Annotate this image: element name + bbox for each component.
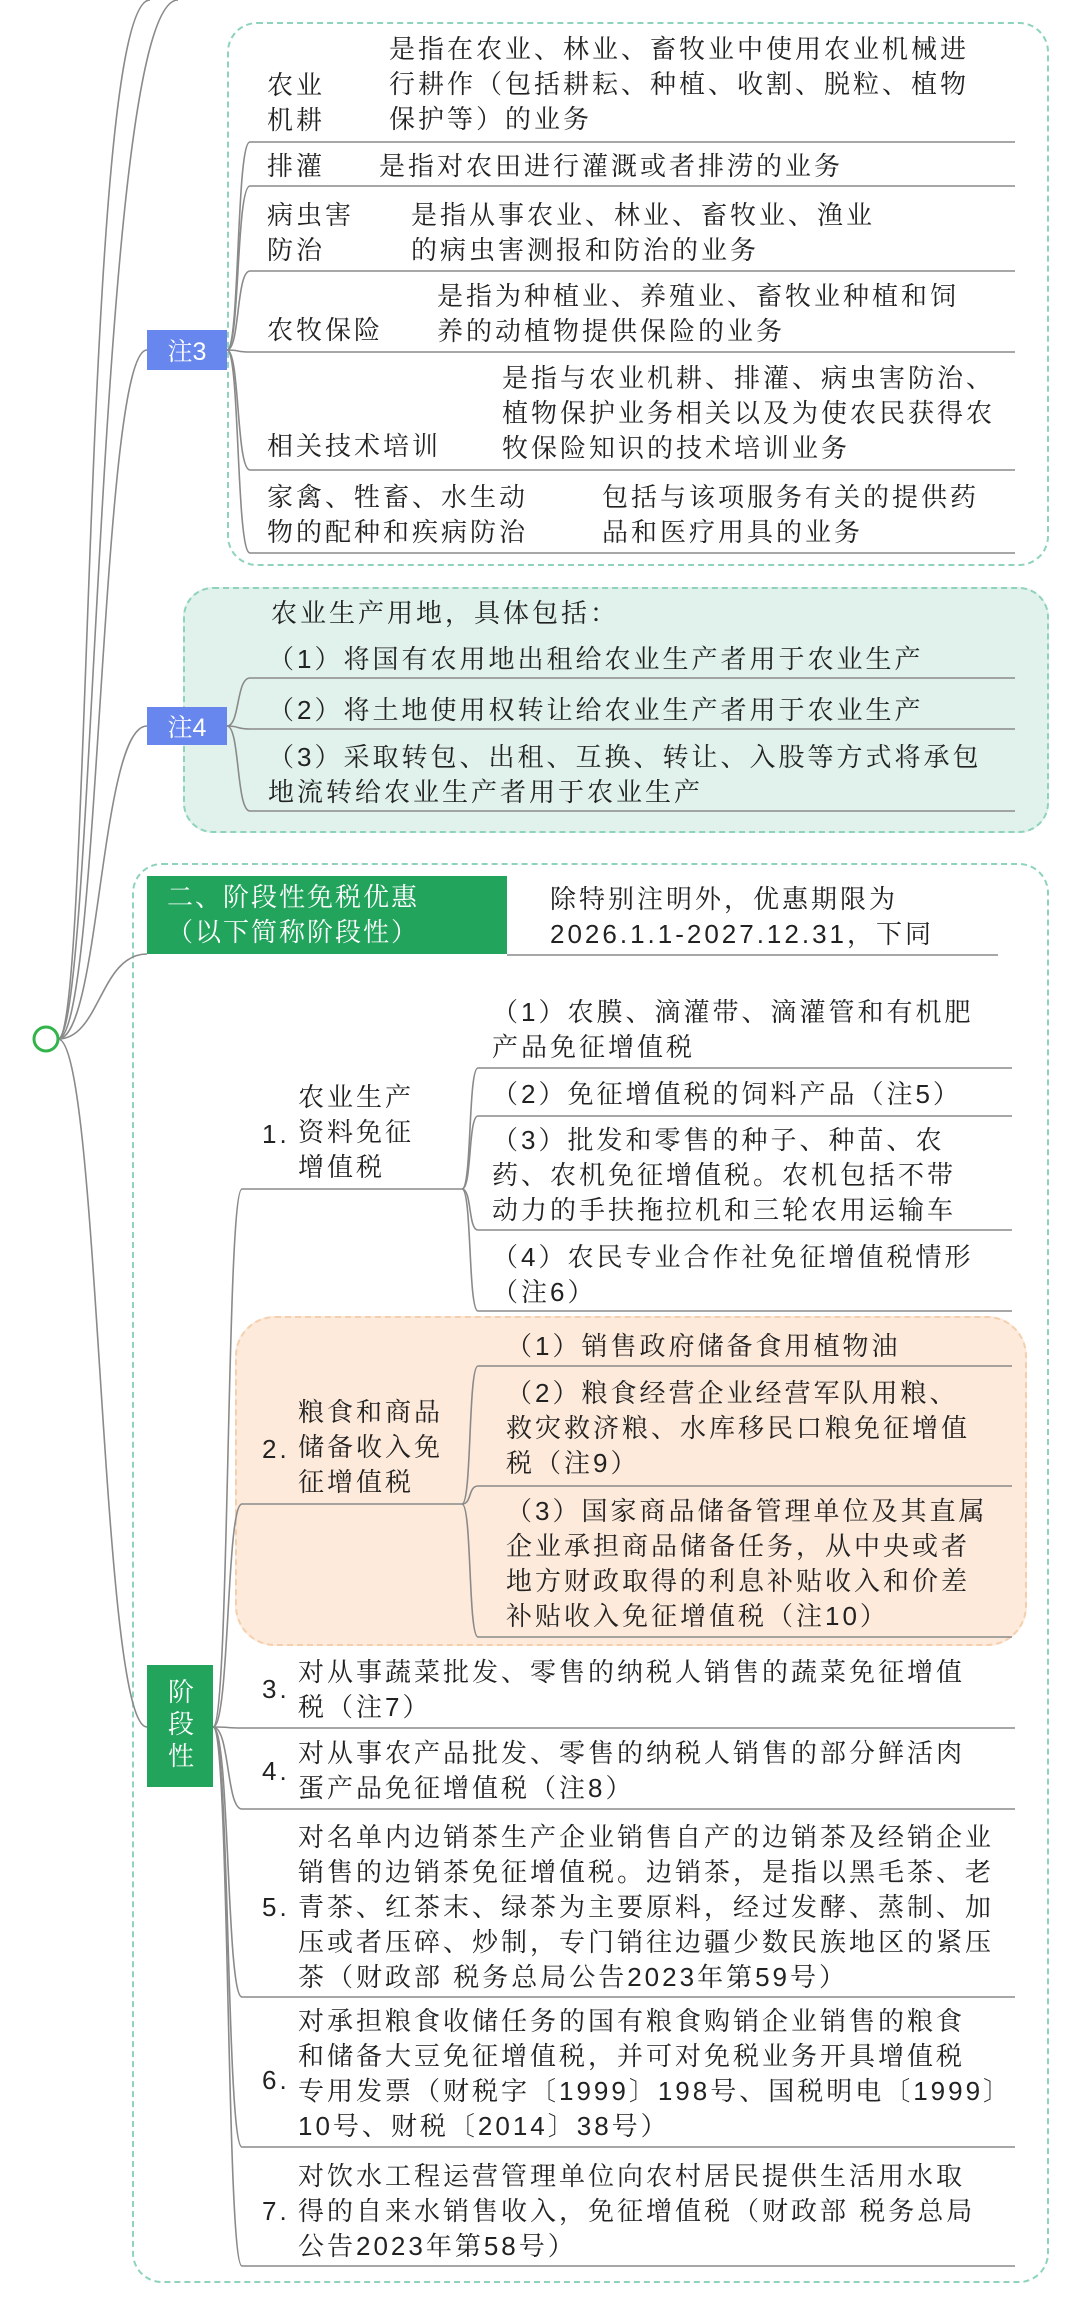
- note3-term-breeding: 家禽、牲畜、水生动 物的配种和疾病防治: [267, 482, 529, 547]
- note4-tag[interactable]: 注4: [147, 707, 227, 745]
- item-3-number: 3.: [262, 1674, 290, 1704]
- note3-term-insurance: 农牧保险: [267, 315, 384, 345]
- item-1-title: 农业生产 资料免征 增值税: [298, 1082, 415, 1182]
- item-5-text: 对名单内边销茶生产企业销售自产的边销茶及经销企业 销售的边销茶免征增值税。边销茶，是指以黑毛茶、老 青茶、红茶末、绿茶为主要原料，经过发酵、蒸制、加 压或者压碎、炒制，专门销往边疆少数民族地区的紧压 茶（财政部 税务总局公告2023年第59号）: [298, 1822, 995, 1992]
- item-1-sub-2: （2）免征增值税的饲料产品（注5）: [492, 1079, 962, 1109]
- item-6-number: 6.: [262, 2065, 290, 2095]
- item-4-number: 4.: [262, 1756, 290, 1786]
- note3-term-pest-control: 病虫害 防治: [267, 200, 355, 265]
- item-3-text: 对从事蔬菜批发、零售的纳税人销售的蔬菜免征增值 税（注7）: [298, 1657, 966, 1722]
- item-5-number: 5.: [262, 1892, 290, 1922]
- note3-desc-insurance: 是指为种植业、养殖业、畜牧业种植和饲 养的动植物提供保险的业务: [437, 281, 960, 346]
- period-note: 除特别注明外，优惠期限为 2026.1.1-2027.12.31，下同: [550, 884, 934, 949]
- item-4-text: 对从事农产品批发、零售的纳税人销售的部分鲜活肉 蛋产品免征增值税（注8）: [298, 1738, 966, 1803]
- item-2-number: 2.: [262, 1434, 290, 1464]
- note3-term-training: 相关技术培训: [267, 431, 442, 461]
- note4-item-1: （1）将国有农用地出租给农业生产者用于农业生产: [268, 644, 924, 674]
- root-branch-offscreen-1: [58, 0, 150, 1039]
- root-branch-stage-group: [58, 1039, 147, 1727]
- item-2-title: 粮食和商品 储备收入免 征增值税: [298, 1397, 444, 1497]
- root-node: [34, 1027, 58, 1051]
- note3-desc-breeding: 包括与该项服务有关的提供药 品和医疗用具的业务: [602, 482, 980, 547]
- item-7-number: 7.: [262, 2196, 290, 2226]
- item-6-text: 对承担粮食收储任务的国有粮食购销企业销售的粮食 和储备大豆免征增值税，并可对免税业务开具增值税 专用发票（财税字〔1999〕198号、国税明电〔1999〕 10号、财税〔2014〕38号）: [298, 2006, 1013, 2141]
- note3-tag[interactable]: 注3: [147, 330, 227, 370]
- note3-term-machine-farming: 农业 机耕: [267, 70, 326, 135]
- item-1-sub-3: （3）批发和零售的种子、种苗、农 药、农机免征增值税。农机包括不带 动力的手扶拖拉机和三轮农用运输车: [492, 1125, 957, 1225]
- note4-item-2: （2）将土地使用权转让给农业生产者用于农业生产: [268, 695, 924, 725]
- note3-desc-irrigation: 是指对农田进行灌溉或者排涝的业务: [379, 151, 844, 181]
- root-branch-note3: [58, 350, 147, 1039]
- note3-desc-training: 是指与农业机耕、排灌、病虫害防治、 植物保护业务相关以及为使农民获得农 牧保险知识的技术培训业务: [502, 363, 996, 463]
- note3-desc-machine-farming: 是指在农业、林业、畜牧业中使用农业机械进 行耕作（包括耕耘、种植、收割、脱粒、植物 保护等）的业务: [389, 34, 970, 134]
- item-7-text: 对饮水工程运营管理单位向农村居民提供生活用水取 得的自来水销售收入，免征增值税（财政部 税务总局 公告2023年第58号）: [298, 2161, 976, 2261]
- note3-desc-pest-control: 是指从事农业、林业、畜牧业、渔业 的病虫害测报和防治的业务: [411, 200, 876, 265]
- item-2-sub-2: （2）粮食经营企业经营军队用粮、 救灾救济粮、水库移民口粮免征增值 税（注9）: [506, 1378, 971, 1478]
- item-1-sub-1: （1）农膜、滴灌带、滴灌管和有机肥 产品免征增值税: [492, 997, 974, 1062]
- note3-branch: [227, 350, 1015, 352]
- stage-header[interactable]: 二、阶段性免税优惠 （以下简称阶段性）: [147, 876, 507, 954]
- note4-item-3: （3）采取转包、出租、互换、转让、入股等方式将承包 地流转给农业生产者用于农业生产: [268, 742, 982, 807]
- item-1-number: 1.: [262, 1119, 290, 1149]
- item-1-sub-4: （4）农民专业合作社免征增值税情形 （注6）: [492, 1242, 974, 1307]
- note3-term-irrigation: 排灌: [267, 151, 326, 181]
- stage-branch-item-3: [213, 1727, 1015, 1728]
- item-2-sub-1: （1）销售政府储备食用植物油: [506, 1331, 901, 1361]
- item-2-sub-3: （3）国家商品储备管理单位及其直属 企业承担商品储备任务，从中央或者 地方财政取得的利息补贴收入和价差 补贴收入免征增值税（注10）: [506, 1496, 988, 1631]
- note4-intro: 农业生产用地，具体包括：: [271, 598, 620, 628]
- stage-group-tag[interactable]: 阶段性: [147, 1665, 213, 1787]
